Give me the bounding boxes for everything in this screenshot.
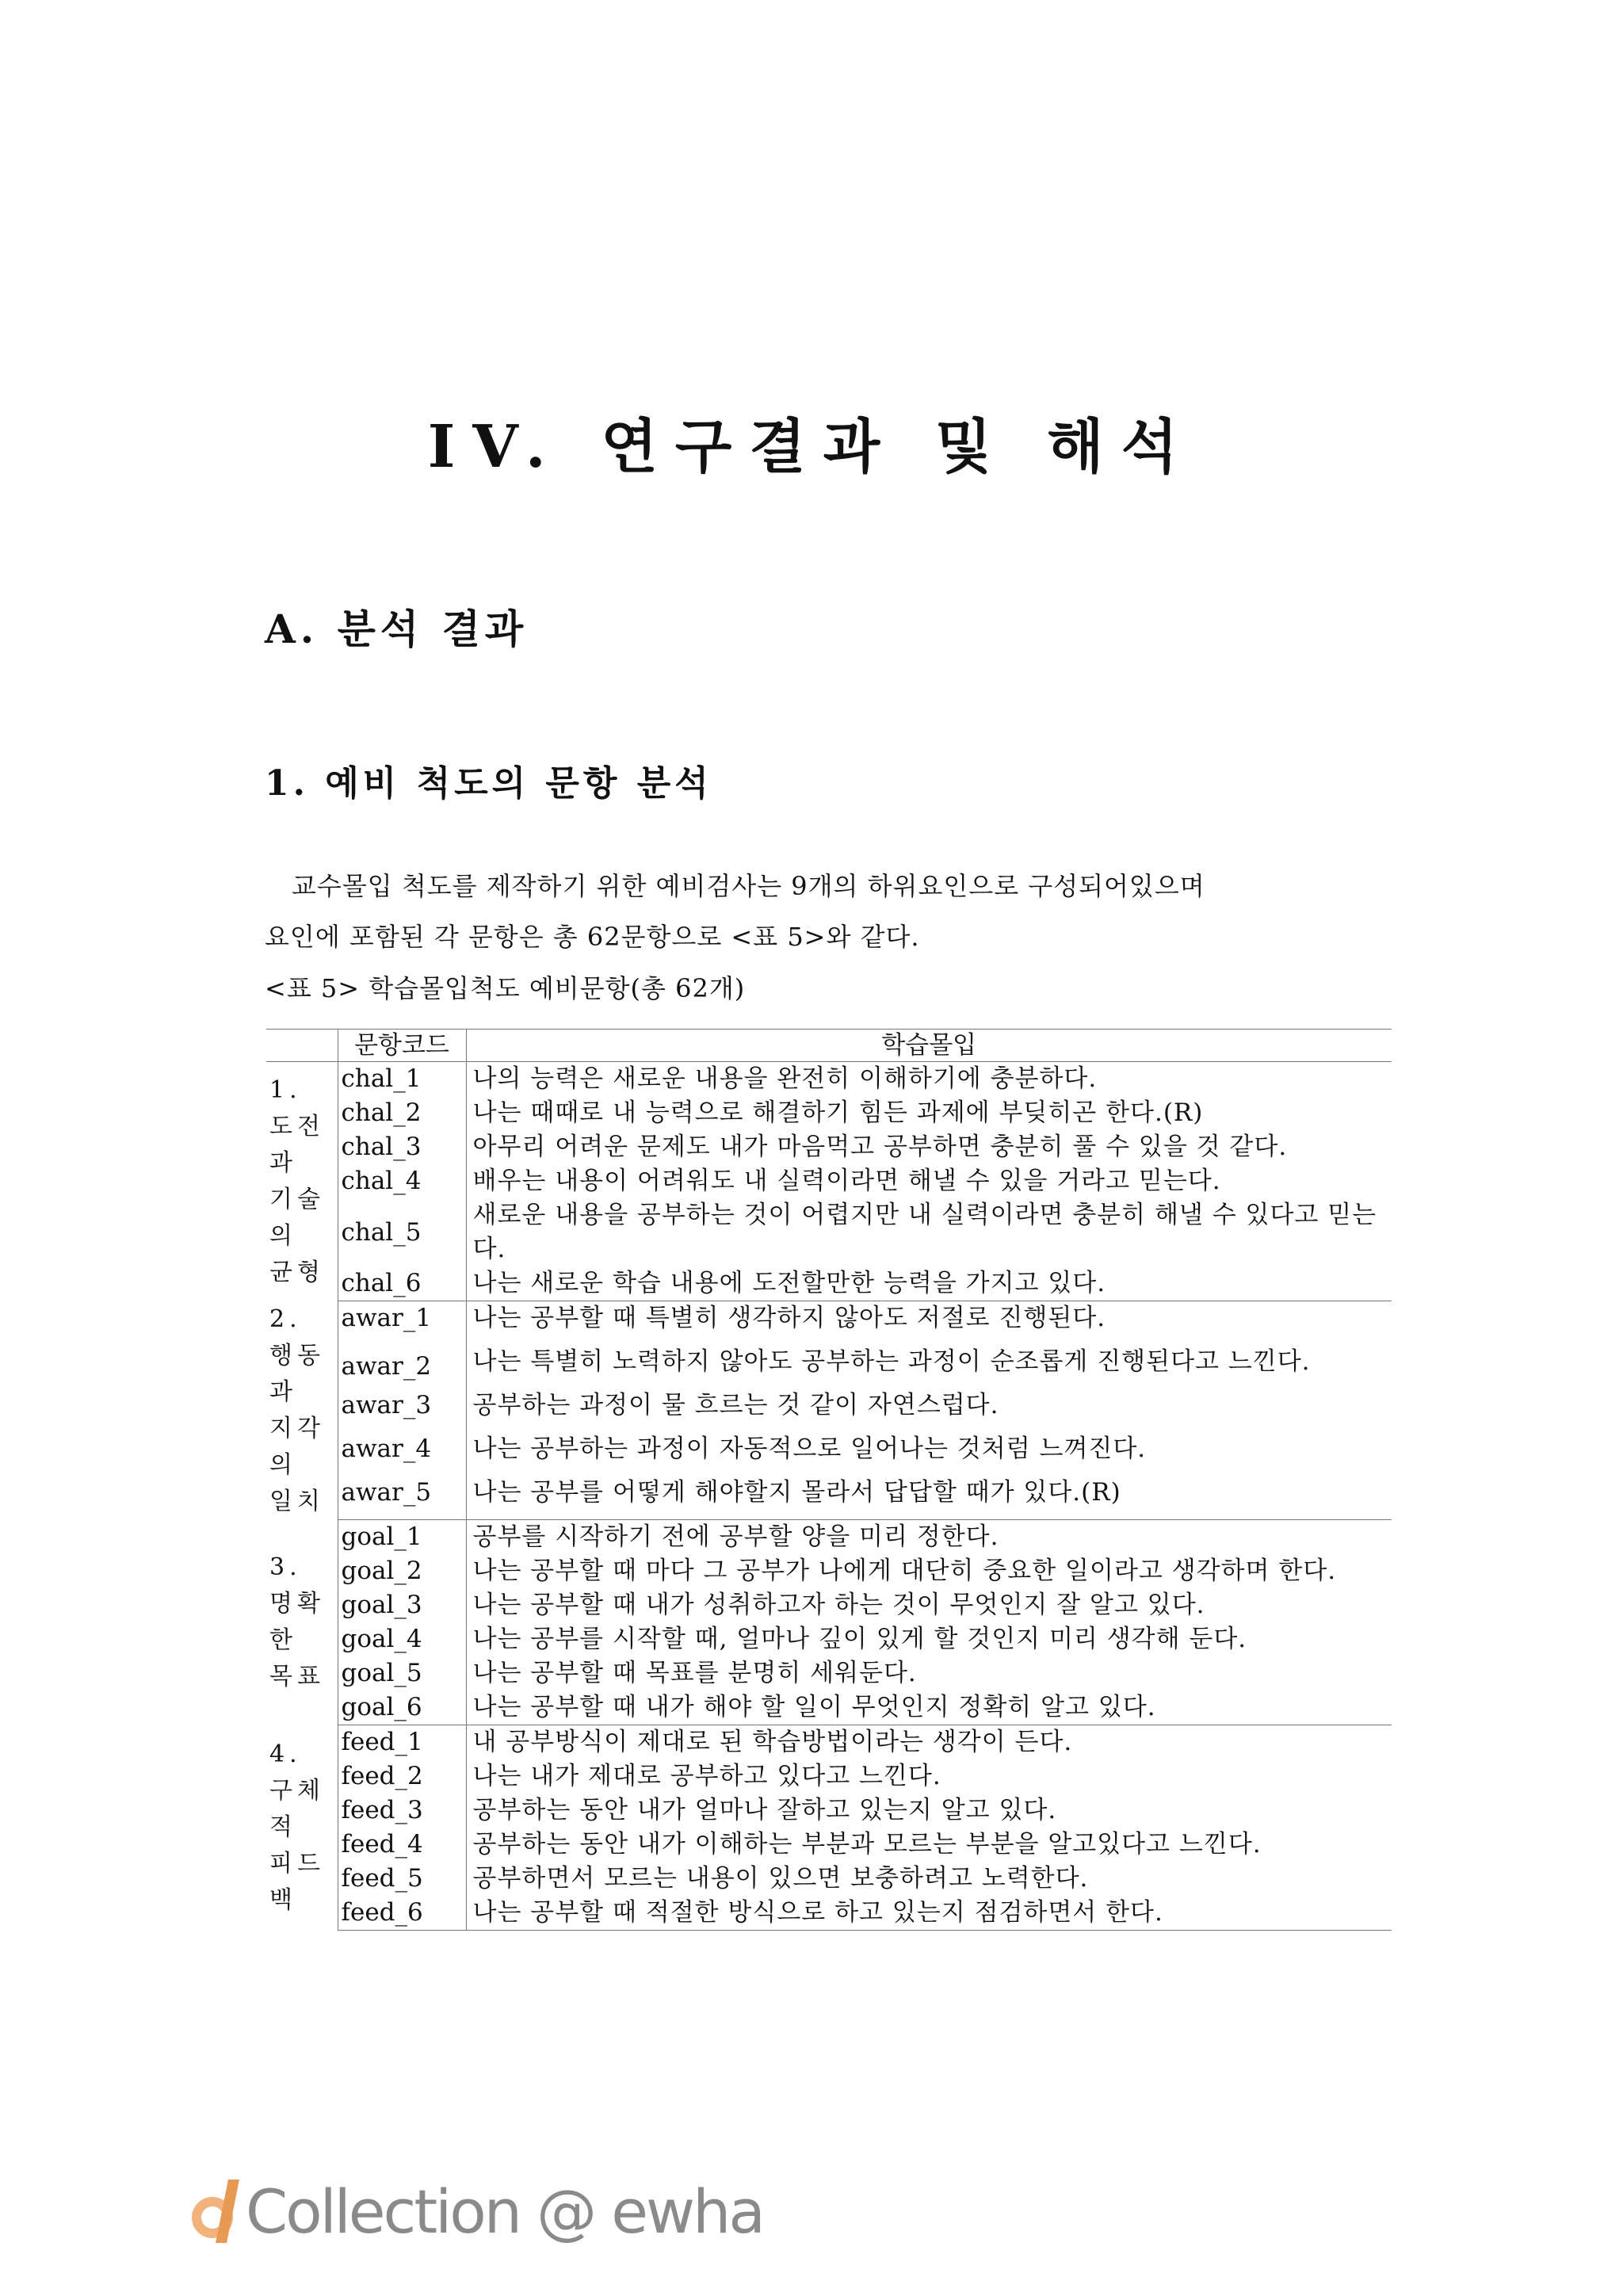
item-statement: 나는 내가 제대로 공부하고 있다고 느낀다. (466, 1759, 1392, 1794)
table-row (266, 1896, 1392, 1931)
item-statement: 나는 공부를 어떻게 해야할지 몰라서 답답할 때가 있다.(R) (466, 1476, 1392, 1520)
dcollection-logo (182, 2172, 763, 2251)
item-statement: 아무리 어려운 문제도 내가 마음먹고 공부하면 충분히 풀 수 있을 것 같다. (466, 1130, 1392, 1164)
factor-label: 3. 명확한 목표 (269, 1553, 325, 1690)
item-code: feed_4 (338, 1828, 466, 1862)
table-header-row (266, 1030, 1392, 1062)
items-table (266, 1029, 1392, 1931)
table-row (266, 1164, 1392, 1198)
item-code: goal_1 (338, 1520, 466, 1555)
item-statement: 나의 능력은 새로운 내용을 완전히 이해하기에 충분하다. (466, 1062, 1392, 1097)
item-statement: 나는 공부할 때 특별히 생각하지 않아도 저절로 진행된다. (466, 1301, 1392, 1346)
table-row (266, 1345, 1392, 1389)
item-statement: 나는 공부하는 과정이 자동적으로 일어나는 것처럼 느껴진다. (466, 1432, 1392, 1476)
table-row (266, 1690, 1392, 1725)
factor-label: 4. 구체적 피드백 (269, 1740, 325, 1914)
intro-line-1: 교수몰입 척도를 제작하기 위한 예비검사는 9개의 하위요인으로 구성되어있으며 (292, 871, 1205, 901)
item-code: chal_3 (338, 1130, 466, 1164)
factor-label: 1. 도전과 기술의 균형 (269, 1075, 325, 1286)
item-code: awar_3 (338, 1389, 466, 1432)
item-code: feed_3 (338, 1794, 466, 1828)
item-statement: 나는 공부할 때 적절한 방식으로 하고 있는지 점검하면서 한다. (466, 1896, 1392, 1931)
item-code: goal_4 (338, 1622, 466, 1656)
item-statement: 공부를 시작하기 전에 공부할 양을 미리 정한다. (466, 1520, 1392, 1555)
table-row (266, 1301, 1392, 1346)
table-row (266, 1828, 1392, 1862)
item-code: chal_1 (338, 1062, 466, 1097)
header-code: 문항코드 (338, 1030, 466, 1062)
item-code: goal_5 (338, 1656, 466, 1690)
item-code: awar_2 (338, 1345, 466, 1389)
table-row (266, 1432, 1392, 1476)
item-statement: 공부하는 동안 내가 이해하는 부분과 모르는 부분을 알고있다고 느낀다. (466, 1828, 1392, 1862)
item-code: goal_3 (338, 1588, 466, 1622)
table-row (266, 1266, 1392, 1301)
item-statement: 나는 때때로 내 능력으로 해결하기 힘든 과제에 부딪히곤 한다.(R) (466, 1096, 1392, 1130)
item-code: awar_1 (338, 1301, 466, 1346)
item-code: goal_6 (338, 1690, 466, 1725)
item-statement: 나는 특별히 노력하지 않아도 공부하는 과정이 순조롭게 진행된다고 느낀다. (466, 1345, 1392, 1389)
intro-line-2: 요인에 포함된 각 문항은 총 62문항으로 <표 5>와 같다. (265, 922, 920, 952)
item-statement: 공부하는 동안 내가 얼마나 잘하고 있는지 알고 있다. (466, 1794, 1392, 1828)
item-statement: 나는 새로운 학습 내용에 도전할만한 능력을 가지고 있다. (466, 1266, 1392, 1301)
item-statement: 나는 공부할 때 내가 해야 할 일이 무엇인지 정확히 알고 있다. (466, 1690, 1392, 1725)
table-row (266, 1130, 1392, 1164)
item-code: awar_5 (338, 1476, 466, 1520)
item-statement: 나는 공부할 때 내가 성취하고자 하는 것이 무엇인지 잘 알고 있다. (466, 1588, 1392, 1622)
table-row (266, 1389, 1392, 1432)
item-code: feed_6 (338, 1896, 466, 1931)
item-code: chal_2 (338, 1096, 466, 1130)
item-code: chal_5 (338, 1198, 466, 1266)
item-statement: 나는 공부할 때 목표를 분명히 세워둔다. (466, 1656, 1392, 1690)
table-row (266, 1096, 1392, 1130)
subsection-heading: 1. 예비 척도의 문항 분석 (265, 763, 712, 804)
item-statement: 공부하는 과정이 물 흐르는 것 같이 자연스럽다. (466, 1389, 1392, 1432)
table-row (266, 1862, 1392, 1896)
table-caption: <표 5> 학습몰입척도 예비문항(총 62개) (265, 973, 746, 1003)
item-code: awar_4 (338, 1432, 466, 1476)
table-row (266, 1725, 1392, 1760)
item-statement: 나는 공부를 시작할 때, 얼마나 깊이 있게 할 것인지 미리 생각해 둔다. (466, 1622, 1392, 1656)
section-heading: A. 분석 결과 (265, 606, 529, 652)
item-code: chal_6 (338, 1266, 466, 1301)
item-statement: 나는 공부할 때 마다 그 공부가 나에게 대단히 중요한 일이라고 생각하며 한다. (466, 1554, 1392, 1588)
table-row (266, 1588, 1392, 1622)
table-row (266, 1794, 1392, 1828)
table-body (266, 1062, 1392, 1931)
item-code: feed_2 (338, 1759, 466, 1794)
header-statement: 학습몰입 (466, 1030, 1392, 1062)
table-row (266, 1759, 1392, 1794)
item-code: goal_2 (338, 1554, 466, 1588)
table-row (266, 1062, 1392, 1097)
table-row (266, 1198, 1392, 1266)
table-row (266, 1656, 1392, 1690)
item-code: feed_1 (338, 1725, 466, 1760)
table-row (266, 1520, 1392, 1555)
item-statement: 내 공부방식이 제대로 된 학습방법이라는 생각이 든다. (466, 1725, 1392, 1760)
item-code: chal_4 (338, 1164, 466, 1198)
logo-text: Collection @ ewha (246, 2176, 763, 2247)
factor-label: 2. 행동과 지각의 일치 (269, 1305, 325, 1515)
table-row (266, 1622, 1392, 1656)
item-code: feed_5 (338, 1862, 466, 1896)
header-blank (266, 1030, 338, 1062)
table-row (266, 1476, 1392, 1520)
item-statement: 공부하면서 모르는 내용이 있으면 보충하려고 노력한다. (466, 1862, 1392, 1896)
table-row (266, 1554, 1392, 1588)
item-statement: 새로운 내용을 공부하는 것이 어렵지만 내 실력이라면 충분히 해낼 수 있다고 믿는다. (466, 1198, 1392, 1266)
page-title: IV. 연구결과 및 해석 (427, 413, 1196, 481)
item-statement: 배우는 내용이 어려워도 내 실력이라면 해낼 수 있을 거라고 믿는다. (466, 1164, 1392, 1198)
intro-paragraph (265, 861, 1390, 962)
